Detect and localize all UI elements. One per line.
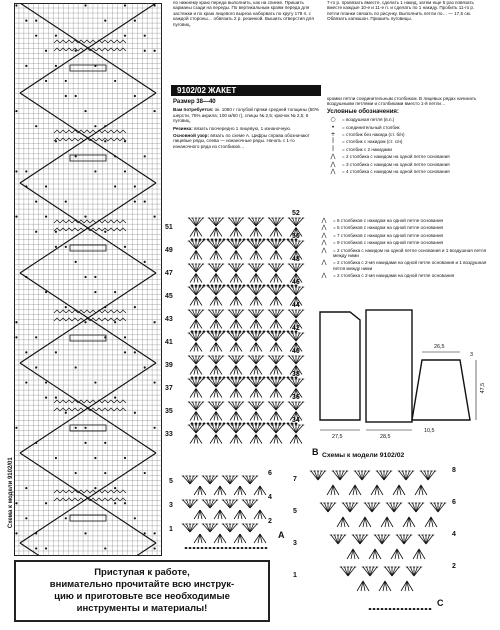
row-number: 2 (268, 518, 272, 525)
warning-notice (14, 560, 270, 622)
legend-text: = столбик без накида (ст. б/н) (342, 132, 405, 138)
scheme-c-label: C (437, 598, 444, 608)
row-number: 33 (165, 431, 173, 438)
row-number: 1 (293, 572, 297, 579)
row-number: 7 (293, 476, 297, 483)
legend-item (318, 240, 490, 245)
legend-list-b (318, 218, 490, 281)
scheme-a-label: A (278, 530, 285, 540)
legend-text: = 5 столбиков с накидом на одной петле основания (333, 225, 444, 231)
legend-item (318, 260, 490, 271)
crochet-scheme-c (300, 463, 450, 613)
row-number: 38 (292, 371, 300, 378)
row-number: 35 (165, 408, 173, 415)
legend-text: = воздушная петля (в.п.) (342, 117, 395, 123)
measure-1: 27,5 (332, 434, 343, 440)
legend-text: = 2 столбика с накидом на одной петле основания (342, 154, 450, 160)
legend-symbol-icon: ⋀ (330, 168, 336, 176)
measure-2: 28,5 (380, 434, 391, 440)
row-number: 42 (292, 325, 300, 332)
row-number: 6 (268, 470, 272, 477)
row-number: 51 (165, 224, 173, 231)
row-number: 8 (452, 467, 456, 474)
legend-item (318, 273, 490, 278)
legend-text: = 9 столбиков с накидом на одной петле основания (333, 240, 444, 246)
legend-text: = 6 столбиков с накидом на одной петле основания (333, 218, 444, 223)
row-number: 4 (268, 494, 272, 501)
legend-symbol-icon: ⋀ (330, 153, 336, 161)
scheme-b-label: B (312, 447, 319, 457)
legend-item (318, 248, 490, 259)
legend-symbol-icon: ⋀ (321, 272, 327, 280)
row-number: 40 (292, 348, 300, 355)
legend-symbol-icon: + (330, 131, 336, 139)
legend-symbol-icon: ⋀ (321, 259, 327, 267)
legend-symbol-icon: ꟾ (332, 138, 334, 146)
legend-symbol-icon: ⋀ (321, 246, 327, 254)
row-number: 44 (292, 302, 300, 309)
row-number: 48 (292, 256, 300, 263)
legend-symbol-icon: ⋀ (330, 160, 336, 168)
legend-symbol-icon: ⋀ (321, 217, 327, 224)
legend-text: = 2 столбика с накидом на одной петле основания и 1 воздушная петля между ними (333, 247, 487, 259)
pattern-pieces-svg (310, 300, 490, 450)
legend-item (318, 218, 490, 223)
legend-symbol-icon: • (331, 123, 335, 131)
article-text-col2: 7-го р. провязать вместе, сделать 1 накид, затем еще 5 раз повязать вместе каждые 10-е и 11-е п. и сделать по 1 накиду. Пробить 11-го р. петли планки связать по рисунку. Выполнить петли по… — 17,5 см. Обвязать капюшон. Пришить пуговицы. (327, 0, 475, 22)
legend-text: = 4 столбика с накидом на одной петле основания (342, 169, 450, 175)
scheme-b-right-row-numbers (290, 210, 310, 450)
legend-symbol-icon: ⋀ (321, 231, 327, 239)
article-text-col1: по нижнему краю переда выполнить, как на спинке. Пришить карманы сзади на переды. По вертикальным краям переда для застежки и по краю лицевого выреза наборвать по кругу 178 п. с каждой стороны… обвязать 2 р. резинкой. Вышить отверстия для пуговиц. (173, 0, 314, 27)
legend-symbol-icon: ⋀ (321, 239, 327, 247)
legend-symbol-icon: ꟾ (332, 145, 334, 153)
legend-list (327, 117, 487, 174)
size-label: Размер 38—40 (173, 99, 216, 105)
legend-text: = столбик с накидом (ст. с/н) (342, 139, 403, 145)
legend-text: = столбик с 2 накидами (342, 146, 392, 152)
legend-text: = соединительный столбик (342, 124, 400, 130)
legend-text: = 3 столбика с накидом на одной петле основания (342, 161, 450, 167)
scheme-a-left-row-numbers (167, 478, 179, 558)
notice-line-1: Приступая к работе, (94, 567, 190, 578)
scheme-a-right-row-numbers (266, 470, 278, 550)
row-number: 1 (169, 526, 173, 533)
crochet-diagram-a (176, 470, 276, 550)
materials-text: ок. 1050 г голубой пряжи средней толщины (50% шерсти, 75% акрила; 100 м/50 г), спицы № 2,5; крючок № 2,5; 6 пуговиц. (173, 107, 319, 124)
measure-4: 26,5 (434, 344, 445, 350)
row-number: 41 (165, 339, 173, 346)
crochet-scheme-a (176, 470, 276, 550)
notice-line-2: внимательно прочитайте всю инструк- (49, 579, 235, 590)
legend-item (327, 125, 487, 130)
article-title: 9102/02 ЖАКЕТ (171, 85, 321, 96)
legend-item (327, 132, 487, 137)
legend-item (327, 162, 487, 167)
legend-title: Условные обозначения: (327, 108, 399, 115)
measure-6: 3 (470, 352, 473, 358)
legend-item (318, 225, 490, 230)
row-number: 6 (452, 499, 456, 506)
row-number: 50 (292, 233, 300, 240)
row-number: 34 (292, 417, 300, 424)
left-chart-caption: Схема к модели 9102/01 (7, 457, 14, 529)
pattern-pieces (310, 300, 490, 450)
row-number: 39 (165, 362, 173, 369)
knitting-chart-grid (14, 3, 162, 556)
row-number: 4 (452, 531, 456, 538)
scheme-b-left-row-numbers (163, 218, 183, 458)
legend-symbol-icon: ○ (330, 116, 336, 124)
row-number: 5 (169, 478, 173, 485)
legend-item (327, 154, 487, 159)
schemes-caption: Схемы к модели 9102/02 (322, 452, 405, 459)
scheme-c-left-row-numbers (291, 472, 303, 612)
legend-text: = 2 столбика с 2-мя накидами на одной петле основания (333, 273, 455, 279)
pattern-label: Основной узор: (173, 133, 210, 139)
row-number: 49 (165, 247, 173, 254)
legend-item (318, 233, 490, 238)
rib-text: вязать поочередно 1 лицевую, 1 изнаночную. (194, 125, 292, 131)
legend-symbol-icon: ⋀ (321, 224, 327, 232)
article-body-right (327, 96, 487, 176)
scheme-c-right-row-numbers (450, 463, 462, 603)
right-col-text: кромки петли соединительным столбиком. В лицевых рядах начинать воздушными петлями и столбиками вместо 1-й петли… (327, 96, 477, 107)
materials-label: Вам потребуется: (173, 107, 214, 113)
legend-item (327, 139, 487, 144)
row-number: 2 (452, 563, 456, 570)
row-number: 5 (293, 508, 297, 515)
pattern-text: вязать по схеме А. Цифры справа обозначают лицевые ряды, слева — изнаночные ряды. Начать с 1-го изнаночного ряда из столбиков… (173, 133, 310, 149)
rib-label: Резинка: (173, 125, 193, 131)
legend-item (327, 147, 487, 152)
measure-5: 47,5 (480, 382, 487, 394)
row-number: 45 (165, 293, 173, 300)
legend-text: = 7 столбиков с накидом на одной петле основания (333, 232, 444, 238)
row-number: 37 (165, 385, 173, 392)
legend-text: = 2 столбика с 2-мя накидами на одной петле основания и 1 воздушная петля между ними (333, 260, 487, 271)
measure-3: 10,5 (424, 428, 435, 434)
notice-line-3: цию и приготовьте все необходимые (54, 591, 230, 602)
row-number: 3 (293, 540, 297, 547)
legend-item (327, 117, 487, 122)
legend-item (327, 169, 487, 174)
row-number: 46 (292, 279, 300, 286)
article-body-left (173, 100, 321, 149)
row-number: 36 (292, 394, 300, 401)
row-number: 43 (165, 316, 173, 323)
notice-line-4: инструменты и материалы! (76, 603, 208, 614)
row-number: 3 (169, 502, 173, 509)
knitting-chart-9102-01 (14, 3, 162, 556)
row-number: 52 (292, 210, 300, 217)
row-number: 47 (165, 270, 173, 277)
crochet-diagram-c (300, 463, 450, 613)
